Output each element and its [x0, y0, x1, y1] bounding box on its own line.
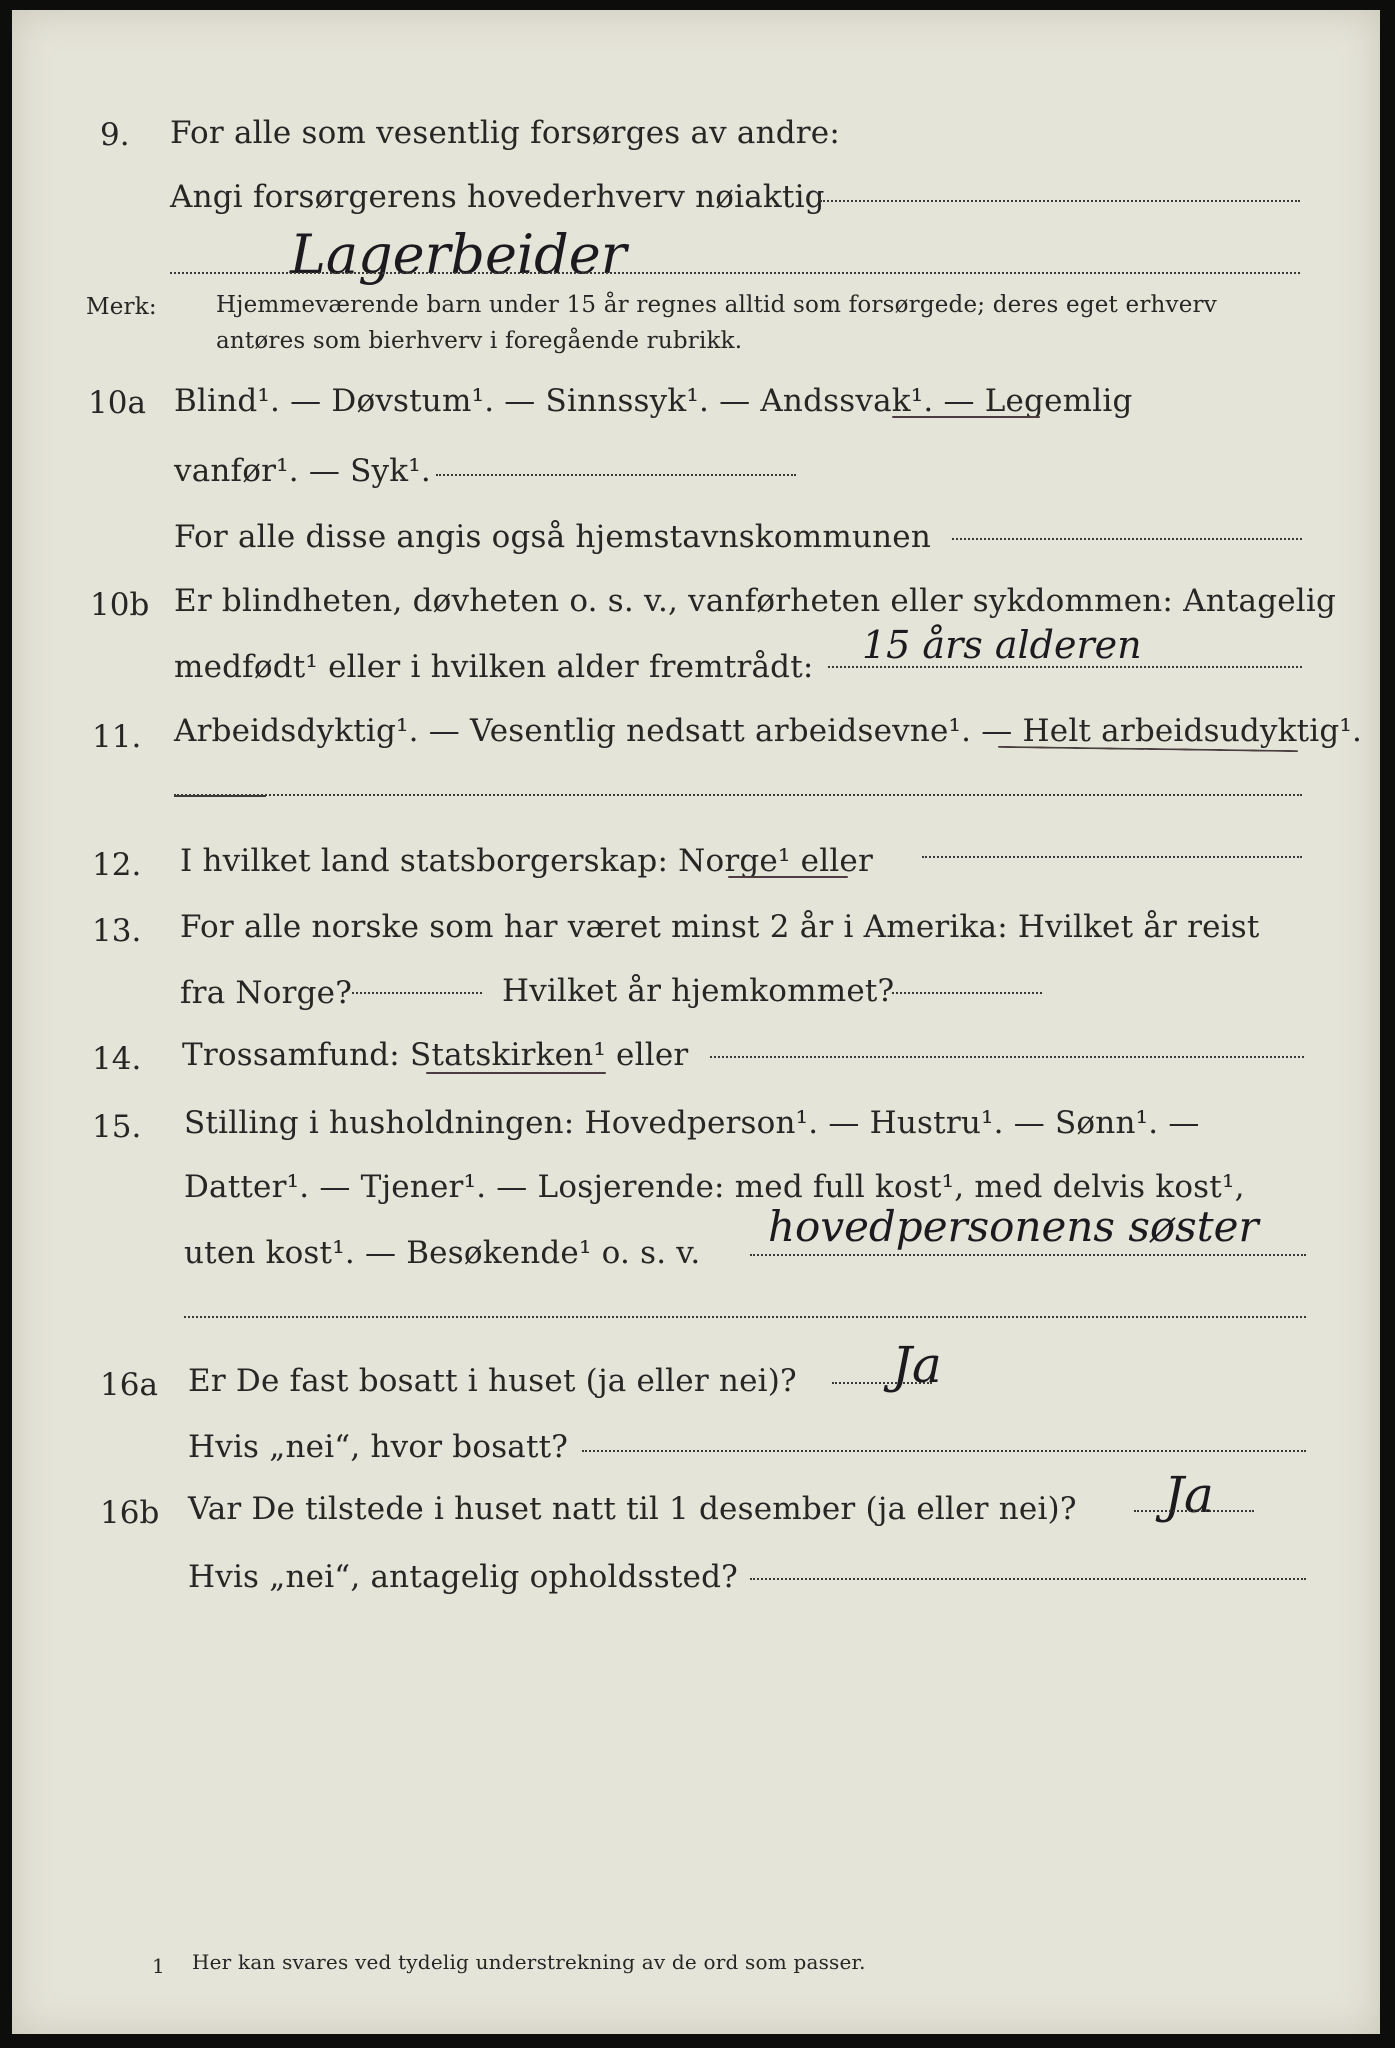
q16b-question-line2: Hvis „nei“, antagelig opholdssted? — [188, 1559, 738, 1595]
q15-answer-line — [750, 1254, 1306, 1256]
q15-question-line2: Datter¹. — Tjener¹. — Losjerende: med full kost¹, med delvis kost¹, — [184, 1169, 1245, 1205]
q10b-handwritten-answer: 15 års alderen — [862, 623, 1142, 667]
q15-answer-line2 — [184, 1316, 1306, 1318]
q16b-question: Var De tilstede i huset natt til 1 desember (ja eller nei)? — [188, 1491, 1077, 1527]
q16b-answer-line — [1134, 1510, 1254, 1512]
q12-underline-norge — [728, 876, 848, 878]
q12-question: I hvilket land statsborgerskap: Norge¹ eller — [180, 843, 873, 879]
merk-label: Merk: — [86, 294, 157, 320]
q11-question: Arbeidsdyktig¹. — Vesentlig nedsatt arbeidsevne¹. — Helt arbeidsudyktig¹. — [174, 713, 1363, 749]
q13-number: 13. — [92, 913, 142, 949]
q14-number: 14. — [92, 1041, 142, 1077]
q13-hjemkommet-line — [892, 992, 1042, 994]
q10b-question-line1: Er blindheten, døvheten o. s. v., vanførheten eller sykdommen: Antagelig — [174, 583, 1337, 619]
q16a-question: Er De fast bosatt i huset (ja eller nei)? — [188, 1363, 797, 1399]
q16b-number: 16b — [100, 1495, 160, 1531]
q10a-question-line3: For alle disse angis også hjemstavnskommunen — [174, 519, 931, 555]
q14-answer-line — [710, 1056, 1304, 1058]
q10a-underline-andssvak — [892, 416, 1040, 418]
q15-question-line3: uten kost¹. — Besøkende¹ o. s. v. — [184, 1235, 701, 1271]
q10a-hjemstavn-line — [952, 538, 1302, 540]
footnote-mark: 1 — [152, 1954, 165, 1978]
q11-number: 11. — [92, 719, 142, 755]
q9-number: 9. — [100, 117, 130, 153]
q15-handwritten-answer: hovedpersonens søster — [768, 1202, 1259, 1251]
q14-underline-statskirken — [426, 1072, 606, 1074]
q13-question-line1: For alle norske som har været minst 2 år i Amerika: Hvilket år reist — [180, 909, 1260, 945]
q16b-opholdssted-line — [750, 1578, 1306, 1580]
q16a-bosatt-line — [582, 1450, 1306, 1452]
census-form-page — [12, 10, 1380, 2034]
q10a-answer-line — [436, 474, 796, 476]
q11-answer-stroke — [174, 795, 266, 797]
q9-question: For alle som vesentlig forsørges av andre: — [170, 115, 840, 151]
q12-number: 12. — [92, 847, 142, 883]
q16a-number: 16a — [100, 1367, 158, 1403]
q9-answer-line2 — [170, 272, 1300, 274]
merk-text-line1: Hjemmeværende barn under 15 år regnes alltid som forsørgede; deres eget erhverv — [216, 292, 1217, 318]
footnote-text: Her kan svares ved tydelig understrekning av de ord som passer. — [192, 1950, 866, 1974]
q16a-handwritten-answer: Ja — [892, 1336, 942, 1394]
q10a-number: 10a — [88, 385, 146, 421]
q13-question-line2a: fra Norge? — [180, 975, 353, 1011]
q10a-question-line2: vanfør¹. — Syk¹. — [174, 453, 431, 489]
q13-reist-line — [352, 992, 482, 994]
q12-answer-line — [922, 856, 1302, 858]
q13-question-line2b: Hvilket år hjemkommet? — [502, 973, 895, 1009]
q15-question-line1: Stilling i husholdningen: Hovedperson¹. — Hustru¹. — Sønn¹. — — [184, 1105, 1200, 1141]
q15-number: 15. — [92, 1109, 142, 1145]
merk-text-line2: antøres som bierhverv i foregående rubrikk. — [216, 328, 743, 354]
q14-question: Trossamfund: Statskirken¹ eller — [182, 1037, 689, 1073]
q9-question-line2: Angi forsørgerens hovederhverv nøiaktig — [170, 179, 825, 215]
q16b-handwritten-answer: Ja — [1164, 1466, 1214, 1524]
q16a-question-line2: Hvis „nei“, hvor bosatt? — [188, 1429, 569, 1465]
q10a-question-line1: Blind¹. — Døvstum¹. — Sinnssyk¹. — Andssvak¹. — Legemlig — [174, 383, 1133, 419]
q9-handwritten-answer: Lagerbeider — [290, 223, 627, 286]
q11-answer-line — [174, 794, 1302, 796]
q9-answer-line — [820, 200, 1300, 202]
q10b-question-line2: medfødt¹ eller i hvilken alder fremtrådt: — [174, 649, 814, 685]
q10b-number: 10b — [90, 587, 150, 623]
